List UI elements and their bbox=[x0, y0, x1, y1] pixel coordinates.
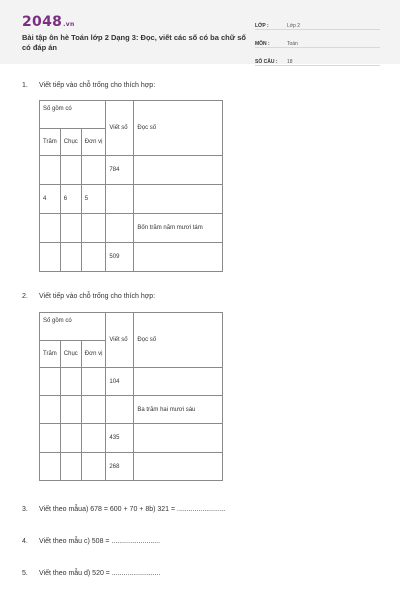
units-cell[interactable]: 5 bbox=[81, 185, 106, 214]
question-5 bbox=[22, 570, 160, 577]
written-cell[interactable] bbox=[106, 185, 134, 214]
question-number: 2. bbox=[22, 293, 28, 300]
question-number: 3. bbox=[22, 506, 28, 513]
header-units-cell: Đơn vị bbox=[81, 341, 106, 368]
header-tens-cell: Chục bbox=[60, 341, 81, 368]
header-units-cell: Đơn vị bbox=[81, 129, 106, 156]
tens-cell[interactable]: 6 bbox=[60, 185, 81, 214]
read-cell[interactable] bbox=[134, 424, 223, 453]
question-number: 1. bbox=[22, 82, 28, 89]
meta-value: 18 bbox=[287, 59, 293, 65]
meta-label: LỚP : bbox=[255, 23, 269, 29]
read-cell[interactable] bbox=[134, 453, 223, 481]
question-text: Viết theo mẫu c) 508 = ......................... bbox=[39, 538, 161, 545]
tens-cell[interactable] bbox=[60, 214, 81, 243]
table-header-row bbox=[40, 101, 223, 129]
hundreds-cell[interactable] bbox=[40, 396, 61, 424]
hundreds-cell[interactable] bbox=[40, 214, 61, 243]
table-row bbox=[40, 396, 223, 424]
table-row bbox=[40, 214, 223, 243]
answer-table-1 bbox=[39, 100, 223, 272]
table-row bbox=[40, 424, 223, 453]
hundreds-cell[interactable] bbox=[40, 243, 61, 272]
table-row bbox=[40, 243, 223, 272]
table-row bbox=[40, 453, 223, 481]
units-cell[interactable] bbox=[81, 243, 106, 272]
written-cell[interactable] bbox=[106, 396, 134, 424]
hundreds-cell[interactable] bbox=[40, 368, 61, 396]
hundreds-cell[interactable] bbox=[40, 156, 61, 185]
tens-cell[interactable] bbox=[60, 453, 81, 481]
question-3 bbox=[22, 506, 226, 513]
question-text: Viết tiếp vào chỗ trống cho thích hợp: bbox=[39, 293, 156, 300]
header-group-cell: Số gồm có bbox=[40, 101, 106, 129]
site-logo[interactable]: 2048.vn bbox=[22, 14, 75, 30]
question-text: Viết theo mẫu d) 520 = ......................... bbox=[39, 570, 161, 577]
header-hundreds-cell: Trăm bbox=[40, 129, 61, 156]
written-cell[interactable]: 435 bbox=[106, 424, 134, 453]
meta-label: MÔN : bbox=[255, 41, 270, 47]
read-cell[interactable] bbox=[134, 156, 223, 185]
meta-value: Lớp 2 bbox=[287, 23, 301, 29]
units-cell[interactable] bbox=[81, 396, 106, 424]
units-cell[interactable] bbox=[81, 214, 106, 243]
header-group-cell: Số gồm có bbox=[40, 313, 106, 341]
answer-table-2 bbox=[39, 312, 223, 481]
tens-cell[interactable] bbox=[60, 156, 81, 185]
read-cell[interactable] bbox=[134, 243, 223, 272]
table-header-row bbox=[40, 313, 223, 341]
question-1 bbox=[22, 82, 155, 89]
units-cell[interactable] bbox=[81, 368, 106, 396]
meta-row-count bbox=[255, 51, 380, 66]
header-hundreds-cell: Trăm bbox=[40, 341, 61, 368]
document-title: Bài tập ôn hè Toán lớp 2 Dạng 3: Đọc, viết các số có ba chữ số có đáp án bbox=[22, 33, 247, 52]
question-4 bbox=[22, 538, 160, 545]
meta-row-grade bbox=[255, 15, 380, 30]
header-tens-cell: Chục bbox=[60, 129, 81, 156]
header-written-cell: Viết số bbox=[106, 101, 134, 156]
question-number: 4. bbox=[22, 538, 28, 545]
hundreds-cell[interactable] bbox=[40, 453, 61, 481]
units-cell[interactable] bbox=[81, 424, 106, 453]
hundreds-cell[interactable]: 4 bbox=[40, 185, 61, 214]
written-cell[interactable]: 268 bbox=[106, 453, 134, 481]
document-meta bbox=[255, 15, 380, 69]
table-row bbox=[40, 156, 223, 185]
meta-row-subject bbox=[255, 33, 380, 48]
read-cell[interactable]: Ba trăm hai mươi sáu bbox=[134, 396, 223, 424]
written-cell[interactable]: 784 bbox=[106, 156, 134, 185]
meta-value: Toán bbox=[287, 41, 298, 47]
written-cell[interactable]: 104 bbox=[106, 368, 134, 396]
header-read-cell: Đọc số bbox=[134, 313, 223, 368]
read-cell[interactable] bbox=[134, 368, 223, 396]
header-read-cell: Đọc số bbox=[134, 101, 223, 156]
question-number: 5. bbox=[22, 570, 28, 577]
question-2 bbox=[22, 293, 155, 300]
read-cell[interactable] bbox=[134, 185, 223, 214]
hundreds-cell[interactable] bbox=[40, 424, 61, 453]
table-row bbox=[40, 368, 223, 396]
tens-cell[interactable] bbox=[60, 424, 81, 453]
written-cell[interactable] bbox=[106, 214, 134, 243]
table-row bbox=[40, 185, 223, 214]
read-cell[interactable]: Bốn trăm năm mươi tám bbox=[134, 214, 223, 243]
document-header bbox=[0, 0, 400, 64]
tens-cell[interactable] bbox=[60, 368, 81, 396]
units-cell[interactable] bbox=[81, 453, 106, 481]
meta-label: SỐ CÂU : bbox=[255, 59, 278, 65]
header-written-cell: Viết số bbox=[106, 313, 134, 368]
written-cell[interactable]: 509 bbox=[106, 243, 134, 272]
units-cell[interactable] bbox=[81, 156, 106, 185]
tens-cell[interactable] bbox=[60, 243, 81, 272]
tens-cell[interactable] bbox=[60, 396, 81, 424]
question-text: Viết theo mẫua) 678 = 600 + 70 + 8b) 321 = ......................... bbox=[39, 506, 226, 513]
question-text: Viết tiếp vào chỗ trống cho thích hợp: bbox=[39, 82, 156, 89]
